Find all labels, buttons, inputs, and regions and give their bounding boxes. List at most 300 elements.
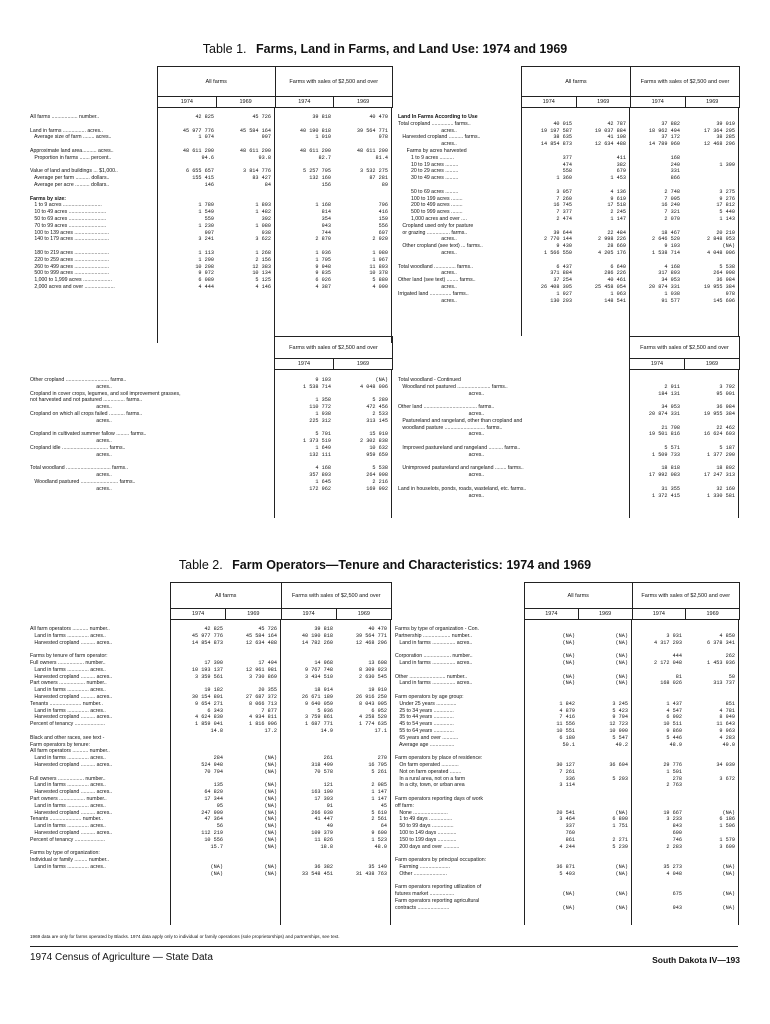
row-label: acres..: [398, 127, 457, 134]
row-label: Percent of tenancy .....................: [30, 721, 105, 728]
table-cell: 907: [204, 229, 214, 236]
table-cell: 1 399: [719, 161, 735, 168]
table-cell: [572, 148, 626, 155]
row-label: 100 to 149 days .............: [395, 829, 457, 836]
table-cell: 4 781: [719, 707, 735, 714]
table-cell: (NA): [264, 843, 277, 850]
table-cell: 146: [204, 181, 214, 188]
row-label: acres..: [398, 283, 457, 290]
table-cell: [575, 884, 628, 891]
table-cell: 247 909: [201, 809, 223, 816]
header-farms-2500: Farms with sales of $2,500 and over 1974 1969: [630, 67, 739, 107]
table-cell: 49: [326, 823, 333, 830]
row-label: Harvested cropland .......... acres..: [30, 693, 113, 700]
row-label: Black and other races, see text -: [30, 734, 105, 741]
table-cell: 12 634 488: [594, 141, 626, 148]
table-cell: 1 063: [610, 290, 626, 297]
table-cell: 17 812: [716, 202, 735, 209]
table-cell: 5 289: [372, 397, 388, 404]
table-cell: 5 936: [317, 707, 333, 714]
table-cell: [333, 735, 387, 742]
table-cell: 5 239: [612, 843, 628, 850]
table-cell: [632, 884, 682, 891]
row-label: Farms by tenure of farm operator:: [30, 653, 108, 660]
row-label: 50 to 99 days ...............: [395, 823, 454, 830]
table-cell: [525, 898, 575, 905]
table-cell: [275, 243, 331, 250]
table-cell: 8 043 095: [358, 700, 387, 707]
row-label: 1,000 acres and over ....: [398, 215, 467, 222]
table-cell: [214, 162, 271, 169]
table-cell: [525, 803, 575, 810]
row-label: 50 to 69 acres ..........................: [30, 215, 107, 222]
table-cell: [525, 755, 575, 762]
table-cell: 45 584 164: [239, 127, 271, 134]
table-cell: 744: [321, 229, 331, 236]
table-cell: 1 377 290: [706, 451, 735, 458]
table-cell: [281, 742, 333, 749]
table-cell: 1 967: [372, 256, 388, 263]
table-cell: 95 001: [716, 390, 735, 397]
table-cell: 18 818: [661, 465, 680, 472]
table2-left-col1: [171, 626, 223, 877]
table-cell: 91: [326, 802, 333, 809]
table-cell: 6 378 341: [706, 639, 735, 646]
table-cell: [680, 114, 735, 121]
table-cell: 12 634 488: [245, 639, 277, 646]
table-cell: 796: [378, 202, 388, 209]
table-cell: 1 080: [255, 222, 271, 229]
table-cell: 64 820: [204, 789, 223, 796]
table-cell: 12 468 296: [703, 141, 735, 148]
table-cell: (NA): [615, 673, 628, 680]
table-cell: 20 210: [716, 229, 735, 236]
table-cell: 95: [216, 802, 223, 809]
row-label: [398, 438, 626, 445]
table-cell: 1 506: [719, 823, 735, 830]
table-cell: 39 019: [716, 120, 735, 127]
table-cell: 82.7: [318, 154, 331, 161]
table-cell: 2 283: [666, 843, 682, 850]
table-cell: 9 654 271: [194, 700, 223, 707]
table-cell: [575, 694, 628, 701]
row-label: acres..: [398, 472, 485, 479]
table-cell: 2 474: [556, 215, 572, 222]
row-label: Land in farms ............... acres..: [30, 666, 106, 673]
table1-lower-left-col2: [331, 377, 388, 493]
row-label: Cropland on which all crops failed ........... farms..: [30, 410, 143, 417]
table-cell: 93.8: [258, 154, 271, 161]
table-cell: 47 364: [204, 816, 223, 823]
table-cell: 5 880: [372, 277, 388, 284]
table-cell: 8 949: [719, 714, 735, 721]
table-cell: 11 893: [369, 263, 388, 270]
table-cell: 3 622: [255, 236, 271, 243]
row-label: off farm:: [395, 802, 414, 809]
row-label: Farms by type of organization:: [30, 850, 100, 857]
table-cell: 15 910: [369, 431, 388, 438]
table-cell: (NA): [562, 632, 575, 639]
row-label: 35 to 44 years ..............: [395, 714, 454, 721]
table2-left-header: All farms 1974 1969 Farms with sales of $2,500 and over 1974 1969: [170, 582, 392, 620]
row-label: Total woodland ............... farms..: [398, 263, 473, 270]
table-cell: 2 911: [664, 383, 680, 390]
table-cell: 42 787: [607, 120, 626, 127]
table-cell: [171, 748, 223, 755]
row-label: [30, 243, 156, 250]
table-cell: 83 427: [252, 175, 271, 182]
table-cell: 943: [321, 222, 331, 229]
table-cell: [331, 121, 388, 128]
footer-publication: 1974 Census of Agriculture — State Data: [30, 952, 213, 963]
table-cell: 20 355: [258, 687, 277, 694]
row-label: contracts ......................: [395, 904, 450, 911]
table-cell: 2 646 520: [651, 236, 680, 243]
table-cell: 132 160: [309, 175, 331, 182]
table-cell: 84: [264, 181, 271, 188]
table-cell: 3 609: [719, 843, 735, 850]
row-label: 10 to 49 acres ..........................: [30, 209, 107, 216]
table-cell: 1 938: [315, 410, 331, 417]
table-cell: 145 606: [713, 297, 735, 304]
table-cell: [682, 769, 735, 776]
row-label: [30, 646, 168, 653]
row-label: acres..: [30, 485, 112, 492]
row-label: 20 to 29 acres .........: [398, 168, 459, 175]
table-cell: 938: [261, 229, 271, 236]
table-cell: 5 203: [612, 775, 628, 782]
table-cell: 1 437: [666, 700, 682, 707]
table-cell: [680, 155, 735, 162]
table-cell: 5 125: [255, 277, 271, 284]
row-label: 260 to 499 acres ........................: [30, 263, 110, 270]
table-cell: [630, 418, 680, 425]
table-cell: 474: [562, 161, 572, 168]
table-cell: [331, 425, 388, 432]
table-cell: (NA): [722, 809, 735, 816]
row-label: Pastureland and rangeland, other than cropland and: [398, 417, 523, 424]
table-cell: (NA): [562, 659, 575, 666]
table2-footnote: 1969 data are only for farms operated by Blacks. 1974 data apply only to individual or family operations (sole proprietorships) and partnerships, see text.: [30, 934, 340, 939]
row-label: [30, 844, 168, 851]
table-cell: 3 672: [719, 775, 735, 782]
table-cell: [223, 646, 277, 653]
table-cell: 9 276: [719, 195, 735, 202]
table-cell: [630, 223, 680, 230]
table-cell: 121: [323, 782, 333, 789]
row-label: Woodland pastured .......................... farms..: [30, 478, 136, 485]
table2-right-col1: [525, 626, 575, 911]
table-cell: (NA): [264, 782, 277, 789]
table-cell: [630, 397, 680, 404]
row-label: Woodland not pastured ....................... farms..: [398, 383, 508, 390]
table-cell: [214, 189, 271, 196]
table2-right-header: All farms 1974 1969 Farms with sales of $2,500 and over 1974 1969: [524, 582, 740, 620]
table-cell: 89: [381, 181, 388, 188]
table-cell: 19 197 587: [540, 127, 572, 134]
table-cell: 12 468 296: [355, 639, 387, 646]
table-cell: 1 230: [198, 222, 214, 229]
table-cell: 9 963: [719, 727, 735, 734]
table-cell: 1 168: [315, 202, 331, 209]
table-cell: [682, 877, 735, 884]
table-cell: 168: [670, 154, 680, 161]
table-cell: 997: [261, 134, 271, 141]
table-cell: [680, 257, 735, 264]
row-label: Farm operators by age group:: [395, 693, 464, 700]
table-cell: 35 273: [663, 863, 682, 870]
table-cell: 6 640: [610, 263, 626, 270]
table-cell: 26 671 189: [301, 693, 333, 700]
table-cell: 18 962 494: [648, 127, 680, 134]
table-cell: (NA): [210, 870, 223, 877]
table-cell: 4 283: [719, 734, 735, 741]
footer-page-number: South Dakota IV—193: [652, 955, 740, 965]
table-cell: [333, 776, 387, 783]
table-cell: (NA): [264, 816, 277, 823]
row-label: Farms by type of organization - Con.: [395, 626, 479, 632]
row-label: Land in farms ................ acres..: [395, 659, 473, 666]
table-cell: 1 523: [371, 836, 387, 843]
table-cell: 6 089: [198, 277, 214, 284]
table-cell: [525, 646, 575, 653]
row-label: Harvested cropland .......... acres..: [30, 714, 113, 721]
table-cell: [333, 748, 387, 755]
table-cell: [525, 626, 575, 633]
table-cell: (NA): [264, 870, 277, 877]
row-label: acres..: [398, 249, 457, 256]
row-label: acres..: [30, 451, 112, 458]
table-cell: 19 037 884: [594, 127, 626, 134]
table-cell: 1 373 519: [302, 438, 331, 445]
table-cell: (NA): [615, 809, 628, 816]
table-cell: 41 108: [607, 134, 626, 141]
row-label: [395, 850, 523, 857]
table-cell: [522, 257, 572, 264]
table-cell: [281, 735, 333, 742]
table-cell: 4 205 176: [597, 249, 626, 256]
table-cell: 3 532 275: [359, 168, 388, 175]
table-cell: 607: [378, 229, 388, 236]
table2-left-col2: [223, 626, 277, 877]
table-cell: 42 825: [195, 114, 214, 120]
table-cell: 4 317 293: [653, 639, 682, 646]
table-cell: [223, 857, 277, 864]
table-cell: 10 378: [369, 270, 388, 277]
table-cell: 37 172: [661, 134, 680, 141]
table-cell: [630, 459, 680, 466]
table-cell: [281, 776, 333, 783]
row-label: 1 to 9 acres ..........: [398, 154, 454, 161]
divider: [391, 108, 392, 343]
table-cell: [275, 425, 331, 432]
table-cell: 3 057: [556, 188, 572, 195]
table-cell: 56: [216, 823, 223, 830]
row-label: Not on farm operated ........: [395, 768, 462, 775]
table-cell: 7 261: [559, 768, 575, 775]
table-cell: [281, 857, 333, 864]
row-label: [395, 687, 523, 694]
row-label: Land in farms ............... acres..: [30, 782, 106, 789]
table-cell: 3 241: [198, 236, 214, 243]
table-cell: 1 147: [610, 215, 626, 222]
table-cell: 45 726: [252, 114, 271, 120]
table-cell: 313 737: [713, 680, 735, 687]
table-cell: 2 870: [315, 236, 331, 243]
table-cell: 261: [323, 755, 333, 762]
row-label: Average size of farm ........ acres..: [30, 134, 112, 141]
table-cell: 5 187: [719, 444, 735, 451]
table-cell: [275, 141, 331, 148]
table-cell: 36 871: [556, 863, 575, 870]
row-label: Other ......................... number..: [395, 673, 468, 680]
table-cell: [632, 667, 682, 674]
table-cell: 1 687 771: [304, 721, 333, 728]
table-cell: 357 893: [309, 472, 331, 479]
row-label: Total cropland ............... farms..: [398, 120, 471, 127]
table-cell: [680, 459, 735, 466]
table-cell: 760: [565, 829, 575, 836]
table-cell: 1 842: [559, 700, 575, 707]
table-cell: (NA): [722, 870, 735, 877]
table-cell: [575, 667, 628, 674]
row-label: acres..: [30, 404, 112, 411]
table-cell: [682, 884, 735, 891]
table-cell: [281, 680, 333, 687]
row-label: Part owners .................. number..: [30, 680, 107, 687]
table-cell: 270: [377, 755, 387, 762]
table-cell: 524 948: [201, 761, 223, 768]
table-cell: 411: [616, 154, 626, 161]
table-cell: [680, 479, 735, 486]
row-label: 10 to 19 acres .........: [398, 161, 459, 168]
row-label: acres..: [398, 451, 485, 458]
table-cell: (NA): [615, 659, 628, 666]
table-cell: 337: [565, 823, 575, 830]
table-cell: 5 538: [372, 465, 388, 472]
row-label: 200 days and over ...........: [395, 843, 460, 850]
table-cell: 675: [672, 891, 682, 898]
table-cell: [575, 857, 628, 864]
table-cell: 4 624 830: [194, 714, 223, 721]
table-cell: 4 244: [559, 843, 575, 850]
table-cell: [632, 687, 682, 694]
table-cell: 48 611 200: [182, 147, 214, 154]
table-cell: 2 271: [612, 836, 628, 843]
table-cell: 48 611 200: [239, 147, 271, 154]
table-cell: 866: [670, 175, 680, 182]
row-label: [30, 425, 270, 432]
table-cell: [630, 114, 680, 121]
row-label: [398, 397, 626, 404]
table-cell: 9 948: [315, 263, 331, 270]
table1-left-col1: [158, 114, 214, 291]
table-cell: [525, 877, 575, 884]
table-cell: 5 423: [612, 707, 628, 714]
table-cell: 22 462: [716, 424, 735, 431]
table-cell: [575, 748, 628, 755]
table-cell: 168 026: [660, 680, 682, 687]
table-cell: 1 453 936: [706, 659, 735, 666]
table-cell: 17 992 083: [648, 472, 680, 479]
table1-lower-left-labels: [30, 377, 270, 493]
table-cell: [158, 196, 214, 203]
row-label: Other cropland .............................. farms..: [30, 377, 127, 383]
table-cell: 1 360: [556, 175, 572, 182]
row-label: 70 to 99 acres ..........................: [30, 222, 107, 229]
table-cell: 2 630 545: [358, 673, 387, 680]
table-cell: 6 437: [556, 263, 572, 270]
table-cell: 48.0: [374, 843, 387, 850]
table-cell: [214, 121, 271, 128]
row-label: acres..: [398, 236, 457, 243]
table-cell: 959 659: [366, 451, 388, 458]
row-label: 1,000 to 1,999 acres ....................: [30, 277, 112, 284]
divider: [738, 370, 739, 518]
table-cell: 1 645: [315, 478, 331, 485]
row-label: Harvested cropland .......... acres..: [30, 809, 113, 816]
table-cell: 978: [725, 290, 735, 297]
table-cell: 679: [616, 168, 626, 175]
table-cell: 29 776: [663, 761, 682, 768]
divider: [391, 370, 392, 518]
table-cell: [525, 789, 575, 796]
table-cell: 19 955 384: [703, 283, 735, 290]
row-label: Full owners .................. number..: [30, 775, 106, 782]
table-cell: 17.1: [374, 727, 387, 734]
table-cell: 559: [204, 215, 214, 222]
table-cell: (NA): [264, 755, 277, 762]
table-cell: (NA): [615, 680, 628, 687]
table-cell: [275, 162, 331, 169]
table-cell: [525, 884, 575, 891]
table-cell: [682, 687, 735, 694]
footer-rule: [30, 946, 738, 947]
table-cell: 70 794: [204, 768, 223, 775]
table-cell: [682, 782, 735, 789]
row-label: [395, 877, 523, 884]
table-cell: 1 538 714: [302, 383, 331, 390]
row-label: Average per acre .......... dollars..: [30, 181, 110, 188]
row-label: Farm operators by place of residence:: [395, 755, 483, 762]
table-cell: 14 789 960: [648, 141, 680, 148]
table-cell: 1 816 906: [248, 721, 277, 728]
table-cell: 4 090: [372, 283, 388, 290]
table-cell: [158, 141, 214, 148]
table-cell: 6 343: [207, 707, 223, 714]
table-cell: [275, 189, 331, 196]
table-cell: [333, 646, 387, 653]
table2-left-labels: [30, 626, 168, 871]
table-cell: 20 874 331: [648, 410, 680, 417]
table-cell: 4 547: [666, 707, 682, 714]
row-label: Harvested cropland .......... acres..: [30, 673, 113, 680]
row-label: In a city, town, or urban area: [395, 782, 465, 789]
table-cell: [223, 735, 277, 742]
table-cell: 184 131: [658, 390, 680, 397]
table-cell: 10 208: [195, 263, 214, 270]
row-label: futures market .................: [395, 891, 455, 898]
table-cell: [223, 850, 277, 857]
table-cell: 130 203: [550, 297, 572, 304]
table-cell: 10 193 137: [191, 666, 223, 673]
table-cell: [331, 391, 388, 398]
table-cell: [275, 196, 331, 203]
table-cell: [525, 687, 575, 694]
table-cell: 851: [725, 700, 735, 707]
table-cell: (NA): [264, 829, 277, 836]
table-cell: (NA): [562, 680, 575, 687]
